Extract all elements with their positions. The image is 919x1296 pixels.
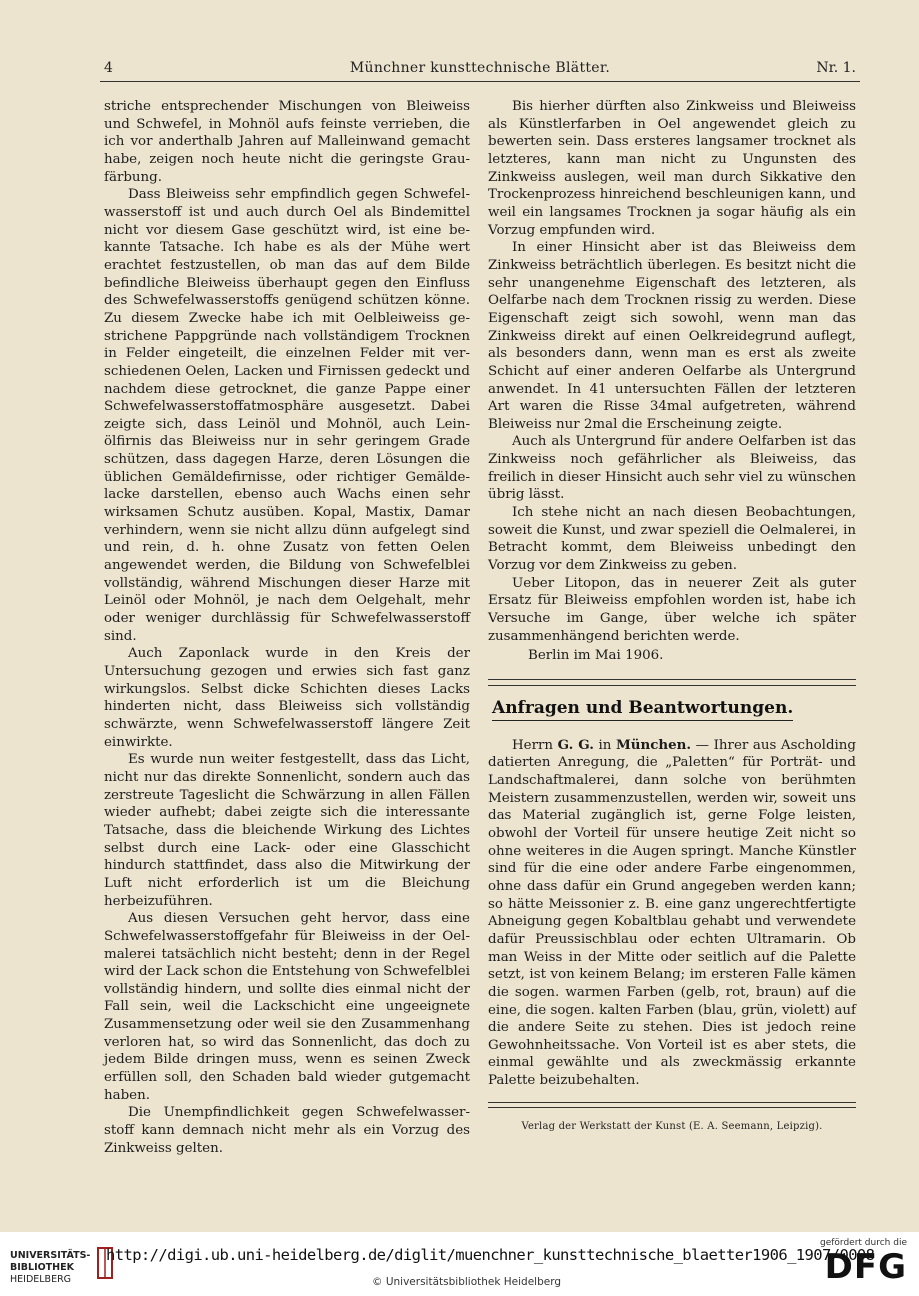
answer-paragraph [488,737,856,1090]
answer-city: München. [615,736,692,753]
publisher-line: Verlag der Werkstatt der Kunst (E. A. Seemann, Leipzig). [521,1120,823,1132]
paragraph: Dass Bleiweiss sehr empfindlich gegen Schwefelwasserstoff ist und auch durch Oel als Bindemittel nicht vor diesem Gase geschützt wird, ist eine bekannte Tatsache. Ich habe es als der Mühe wert erachtet festzustellen, ob man das auf dem Bilde befindliche Bleiweiss überhaupt gegen den Einfluss des Schwefelwasserstoffs genügend schützen könne. Zu diesem Zwecke habe ich mit Oelbleiweiss gestrichene Pappgründe nach vollständigem Trocknen in Felder eingeteilt, die einzelnen Felder mit verschiedenen Oelen, Lacken und Firnissen gedeckt und nachdem diese getrocknet, die ganze Pappe einer Schwefelwasserstoffatmosphäre ausgesetzt. Dabei zeigte sich, dass Leinöl und Mohnöl, auch Leinölfirnis das Bleiweiss nur in sehr geringem Grade schützen, dass dagegen Harze, deren Lösungen die üblichen Gemäldefirnisse, oder richtiger Gemäldelacke darstellen, ebenso auch Wachs einen sehr wirksamen Schutz ausüben. Kopal, Mastix, Damar verhindern, wenn sie nicht allzu dünn aufgelegt sind und rein, d. h. ohne Zusatz von fetten Oelen angewendet werden, die Bildung von Schwefelblei vollständig, während Mischungen dieser Harze mit Leinöl oder Mohnöl, je nach dem Oelgehalt, mehr oder weniger durchlässig für Schwefelwasserstoff sind. [104,187,470,644]
copyright-notice: © Universitätsbibliothek Heidelberg [372,1276,562,1288]
library-line: UNIVERSITÄTS- [10,1250,91,1261]
answer-body: — Ihrer aus Ascholding datierten Anregung, die „Paletten“ für Porträt- und Landschaftmalerei, dann solche von berühmten Meistern zusammenzustellen, werden wir, soweit uns das Material zugänglich ist, gerne Folge leisten, obwohl der Vorteil für unsere heutige Zeit nicht so ohne weiteres in die Augen springt. Manche Künstler sind für die eine oder andere Farbe eingenommen, ohne dass dafür ein Grund angegeben werden kann; so hätte Meissonier z. B. eine ganz ungerechtfertigte Abneigung gegen Kobaltblau gehabt und verwendete dafür Preussischblau oder echten Ultramarin. Ob man Weiss in der Mitte oder seitlich auf die Palette setzt, ist von keinem Belang; im ersteren Falle kämen die sogen. warmen Farben (gelb, rot, braun) auf die eine, die sogen. kalten Farben (blau, grün, violett) auf die andere Seite zu stehen. Dies ist jedoch reine Gewohnheitssache. Von Vorteil ist es aber stets, die einmal gewählte und als zweckmässig erkannte Palette beizubehalten. [488,737,856,1089]
answer-initials: G. G. [557,736,594,753]
paragraph: Ich stehe nicht an nach diesen Beobachtungen, soweit die Kunst, und zwar speziell die Oelmalerei, in Betracht kommt, dem Bleiweiss unbedingt den Vorzug vor dem Zinkweiss zu geben. [488,505,856,574]
permalink-url[interactable]: http://digi.ub.uni-heidelberg.de/diglit/muenchner_kunsttechnische_blaetter1906_1907/0008 [106,1246,875,1264]
viewer-footer [0,1232,919,1296]
issue-number: Nr. 1. [816,60,856,76]
paragraph: striche entsprechender Mischungen von Bleiweiss und Schwefel, in Mohnöl aufs feinste verrieben, die ich vor anderthalb Jahren auf Malleinwand gemacht habe, zeigen noch heute nicht die geringste Graufärbung. [104,99,470,185]
section-divider [488,679,856,686]
page-number: 4 [104,60,113,76]
right-column [488,98,856,1135]
paragraph: Ueber Litopon, das in neuerer Zeit als guter Ersatz für Bleiweiss empfohlen worden ist, habe ich Versuche im Gange, über welche ich später zusammenhängend berichten werde. [488,575,856,644]
journal-title: Münchner kunsttechnische Blätter. [349,60,611,76]
answer-in: in [598,737,612,753]
running-header [104,58,856,80]
paragraph: Die Unempfindlichkeit gegen Schwefelwasserstoff kann demnach nicht mehr als ein Vorzug des Zinkweiss gelten. [104,1105,470,1156]
library-line: BIBLIOTHEK [10,1262,74,1273]
dateline: Berlin im Mai 1906. [528,648,664,664]
paragraph: Auch Zaponlack wurde in den Kreis der Untersuchung gezogen und erwies sich fast ganz wirkungslos. Selbst dicke Schichten dieses Lacks hinderten nicht, dass Bleiweiss sich vollständig schwärzte, wenn Schwefelwasserstoff längere Zeit einwirkte. [104,646,470,750]
answer-lead: Herrn [512,737,554,753]
library-logo [10,1250,90,1286]
paragraph: In einer Hinsicht aber ist das Bleiweiss dem Zinkweiss beträchtlich überlegen. Es besitzt nicht die sehr unangenehme Eigenschaft des letzteren, als Oelfarbe nach dem Trocknen rissig zu werden. Diese Eigenschaft zeigt sich sowohl, wenn man das Zinkweiss direkt auf einen Oelkreidegrund auflegt, als besonders dann, wenn man es erst als zweite Schicht auf einer anderen Oelfarbe als Untergrund anwendet. In 41 untersuchten Fällen der letzteren Art waren die Risse 34mal aufgetreten, während Bleiweiss nur 2mal die Erscheinung zeigte. [488,240,856,432]
paragraph: Bis hierher dürften also Zinkweiss und Bleiweiss als Künstlerfarben in Oel angewendet gleich zu bewerten sein. Dass ersteres langsamer trocknet als letzteres, kann man nicht zu Ungunsten des Zinkweiss auslegen, weil man durch Sikkative den Trockenprozess hinreichend beschleunigen kann, und weil ein langsames Trocknen ja sogar häufig als ein Vorzug empfunden wird. [488,99,856,238]
end-rule [488,1102,856,1108]
library-line: HEIDELBERG [10,1274,72,1285]
left-column [104,98,470,1157]
header-rule [100,81,860,82]
paragraph: Es wurde nun weiter festgestellt, dass das Licht, nicht nur das direkte Sonnenlicht, sondern auch das zerstreute Tageslicht die Schwärzung in allen Fällen wieder aufhebt; dabei zeigte sich die interessante Tatsache, dass die bleichende Wirkung des Lichtes selbst durch eine Lack- oder eine Glasschicht hindurch stattfindet, dass also die Mitwirkung der Luft nicht erforderlich ist um die Bleichung herbeizuführen. [104,752,470,909]
section-title: Anfragen und Beantwortungen. [492,700,793,721]
funder-note: gefördert durch die [820,1238,907,1248]
dfg-logo: DFG [824,1247,907,1287]
paragraph: Aus diesen Versuchen geht hervor, dass eine Schwefelwasserstoffgefahr für Bleiweiss in der Oelmalerei tatsächlich nicht besteht; denn in der Regel wird der Lack schon die Entstehung von Schwefelblei vollständig hindern, und sollte dies einmal nicht der Fall sein, weil die Lackschicht eine ungeeignete Zusammensetzung oder weil sie den Zusammenhang verloren hat, so wird das Sonnenlicht, das doch zu jedem Bilde dringen muss, wenn es seinen Zweck erfüllen soll, den Schaden bald wieder gutgemacht haben. [104,911,470,1103]
paragraph: Auch als Untergrund für andere Oelfarben ist das Zinkweiss noch gefährlicher als Bleiweiss, das freilich in dieser Hinsicht auch sehr viel zu wünschen übrig lässt. [488,434,856,503]
